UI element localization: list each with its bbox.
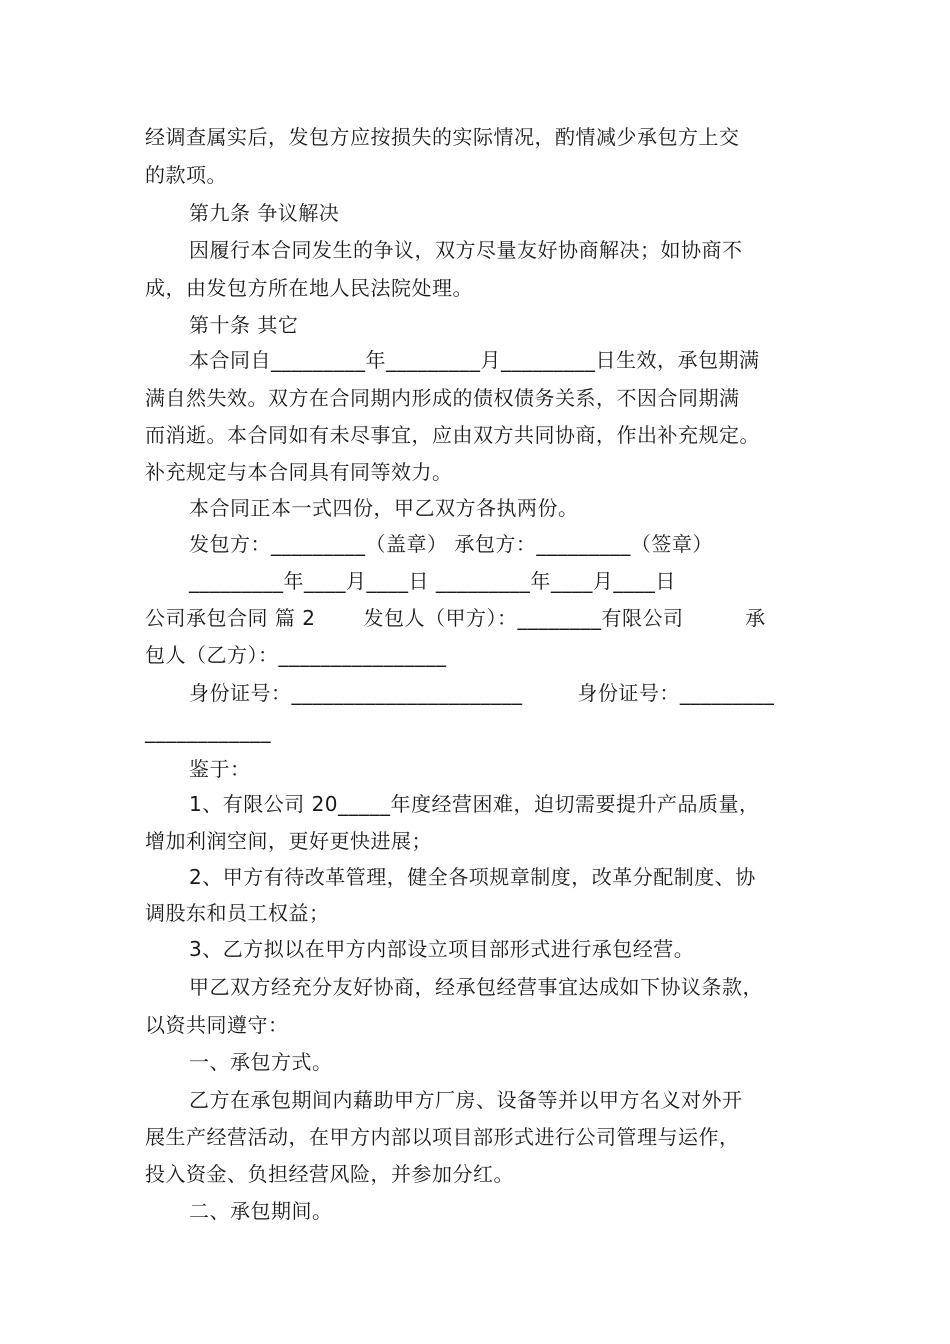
body-line: 3、乙方拟以在甲方内部设立项目部形式进行承包经营。 xyxy=(189,937,695,961)
section-heading: 二、承包期间。 xyxy=(189,1199,333,1223)
body-line: 而消逝。本合同如有未尽事宜，应由双方共同协商，作出补充规定。 xyxy=(145,423,760,447)
body-line: 鉴于： xyxy=(189,757,251,781)
id-number-line: 身份证号：______________________ 身份证号：_________ xyxy=(189,681,775,705)
body-line: 乙方在承包期间内藉助甲方厂房、设备等并以甲方名义对外开 xyxy=(189,1088,743,1112)
body-line: 包人（乙方）：________________ xyxy=(145,643,447,667)
body-line: 经调查属实后，发包方应按损失的实际情况，酌情减少承包方上交 xyxy=(145,125,740,149)
body-line: 的款项。 xyxy=(145,163,227,187)
body-line: 本合同自_________年_________月_________日生效，承包期满 xyxy=(189,348,760,372)
id-number-line: ____________ xyxy=(145,719,271,743)
body-line: 甲乙双方经充分友好协商，经承包经营事宜达成如下协议条款， xyxy=(189,975,763,999)
body-line: 2、甲方有待改革管理，健全各项规章制度，改革分配制度、协 xyxy=(189,865,756,889)
body-line: 1、有限公司 20_____年度经营困难，迫切需要提升产品质量， xyxy=(189,792,760,816)
section-heading: 第九条 争议解决 xyxy=(189,201,340,225)
body-line: 补充规定与本合同具有同等效力。 xyxy=(145,460,453,484)
section-heading: 第十条 其它 xyxy=(189,313,299,337)
body-line: 成，由发包方所在地人民法院处理。 xyxy=(145,276,473,300)
body-line: 满自然失效。双方在合同期内形成的债权债务关系，不因合同期满 xyxy=(145,386,740,410)
body-line: 增加利润空间，更好更快进展； xyxy=(145,829,432,853)
body-line: 因履行本合同发生的争议，双方尽量友好协商解决；如协商不 xyxy=(189,238,743,262)
section-heading: 一、承包方式。 xyxy=(189,1050,333,1074)
date-line: _________年____月____日 _________年____月____日 xyxy=(189,569,676,593)
body-line: 调股东和员工权益； xyxy=(145,901,330,925)
body-line: 本合同正本一式四份，甲乙双方各执两份。 xyxy=(189,496,579,520)
signature-line: 发包方：_________（盖章） 承包方：_________（签章） xyxy=(189,532,713,556)
body-line: 投入资金、负担经营风险，并参加分红。 xyxy=(145,1162,514,1186)
body-line: 以资共同遵守： xyxy=(145,1013,289,1037)
contract-title-line: 公司承包合同 篇 2 发包人（甲方）：________有限公司 承 xyxy=(145,606,766,630)
body-line: 展生产经营活动，在甲方内部以项目部形式进行公司管理与运作， xyxy=(145,1125,740,1149)
